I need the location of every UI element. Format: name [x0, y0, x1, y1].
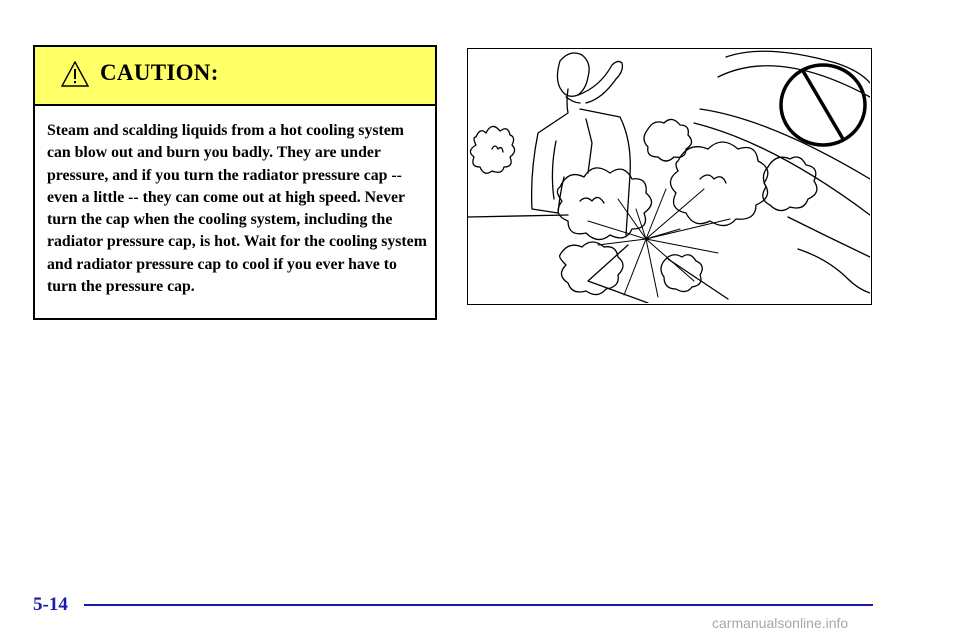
prohibition-circle-icon: [781, 65, 865, 145]
watermark-text: carmanualsonline.info: [712, 615, 849, 631]
bush-left: [470, 126, 514, 173]
page-number: 5-14: [33, 594, 68, 615]
caution-header: [35, 47, 435, 106]
car-hood: [694, 51, 870, 293]
steam-clouds: [557, 119, 816, 294]
caution-text: Steam and scalding liquids from a hot cooling system can blow out and burn you badly. They are under pressure, and if you turn the radiator pressure cap -- even a little -- they can come out at high speed. Never turn the cap when the cooling system, including the radiator pressure cap, is hot. Wait for the cooling system and radiator pressure cap to cool if you ever have to turn the pressure cap.: [47, 122, 427, 296]
caution-box: [33, 45, 437, 320]
steam-burst-lines: [588, 189, 730, 297]
caution-title: CAUTION:: [100, 60, 219, 85]
steam-warning-illustration: [467, 48, 872, 305]
warning-triangle-icon: [61, 61, 89, 87]
footer-rule: [84, 604, 873, 606]
person-figure: [532, 53, 631, 235]
